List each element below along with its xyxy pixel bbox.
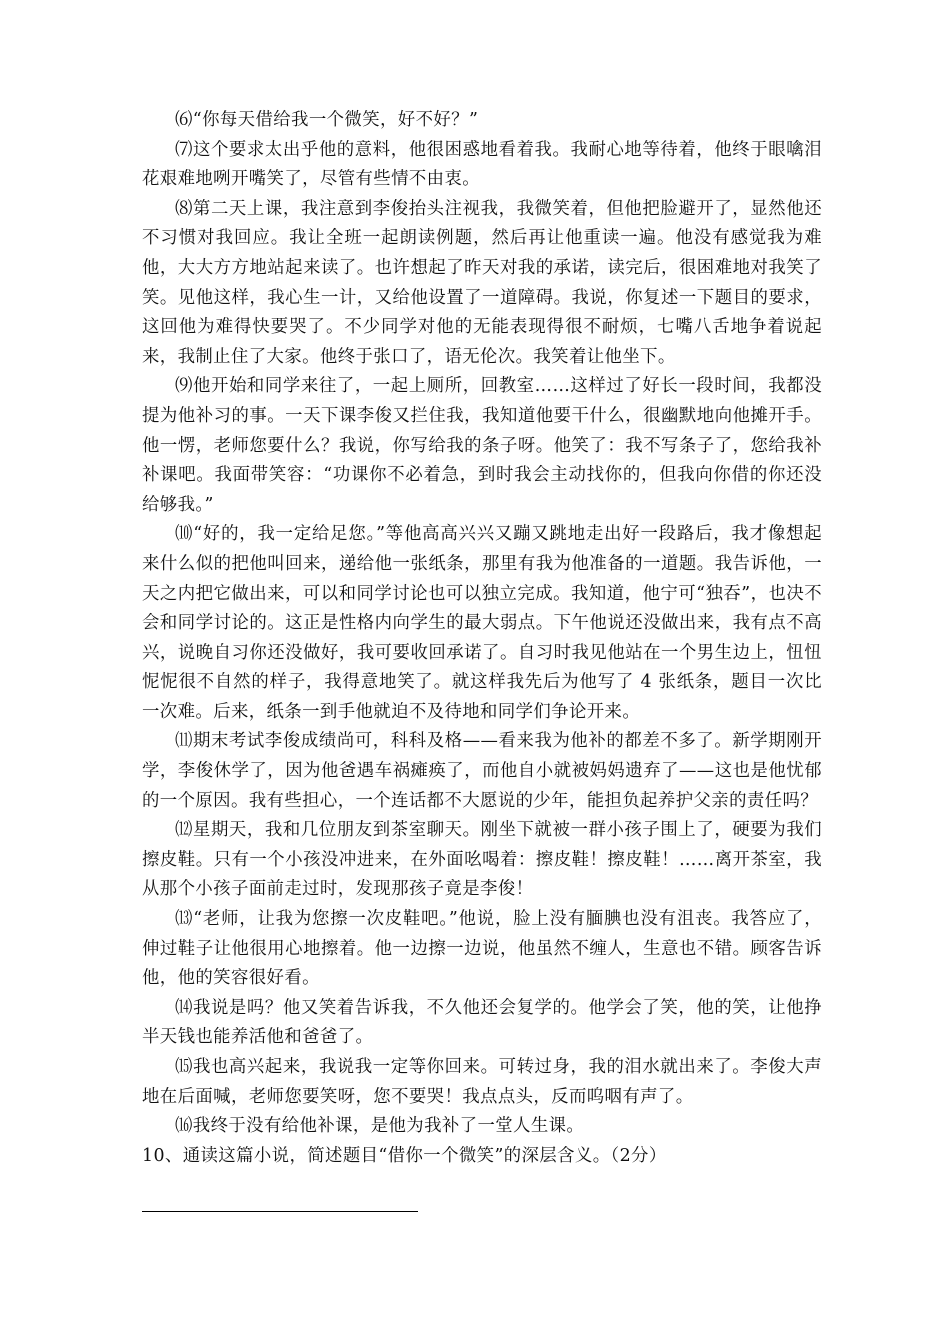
- paragraph-7: ⑺这个要求太出乎他的意料，他很困惑地看着我。我耐心地等待着，他终于眼噙泪花艰难地咧开嘴笑了，尽管有些情不由衷。: [142, 139, 822, 190]
- answer-blank-line[interactable]: [142, 1211, 418, 1212]
- paragraph-11: ⑾期末考试李俊成绩尚可，科科及格——看来我为他补的都差不多了。新学期刚开学，李俊休学了，因为他爸遇车祸瘫痪了，而他自小就被妈妈遗弃了——这也是他忧郁的一个原因。我有些担心，一个连话都不大愿说的少年，能担负起养护父亲的责任吗？: [142, 731, 822, 811]
- paragraph-16: ⒃我终于没有给他补课，是他为我补了一堂人生课。: [175, 1116, 585, 1137]
- document-body: [142, 106, 822, 1171]
- paragraph-6: ⑹“你每天借给我一个微笑，好不好？”: [175, 110, 479, 130]
- paragraph-13: ⒀“老师，让我为您擦一次皮鞋吧。”他说，脸上没有腼腆也没有沮丧。我答应了，伸过鞋子让他很用心地擦着。他一边擦一边说，他虽然不缠人，生意也不错。顾客告诉他，他的笑容很好看。: [142, 909, 822, 989]
- paragraph-14: ⒁我说是吗？他又笑着告诉我，不久他还会复学的。他学会了笑，他的笑，让他挣半天钱也能养活他和爸爸了。: [142, 997, 822, 1048]
- paragraph-15: ⒂我也高兴起来，我说我一定等你回来。可转过身，我的泪水就出来了。李俊大声地在后面喊，老师您要笑呀，您不要哭！我点点头，反而呜咽有声了。: [142, 1057, 822, 1107]
- paragraph-8: ⑻第二天上课，我注意到李俊抬头注视我，我微笑着，但他把脸避开了，显然他还不习惯对我回应。我让全班一起朗读例题，然后再让他重读一遍。他没有感觉我为难他，大大方方地站起来读了。也许想起了昨天对我的承诺，读完后，很困难地对我笑了笑。见他这样，我心生一计，又给他设置了一道障碍。我说，你复述一下题目的要求，这回他为难得快要哭了。不少同学对他的无能表现得很不耐烦，七嘴八舌地争着说起来，我制止住了大家。他终于张口了，语无伦次。我笑着让他坐下。: [142, 198, 822, 367]
- paragraph-12: ⑿星期天，我和几位朋友到茶室聊天。刚坐下就被一群小孩子围上了，硬要为我们擦皮鞋。只有一个小孩没冲进来，在外面吆喝着：擦皮鞋！擦皮鞋！……离开茶室，我从那个小孩子面前走过时，发现那孩子竟是李俊！: [142, 820, 822, 900]
- paragraph-10: ⑽“好的，我一定给足您。”等他高高兴兴又蹦又跳地走出好一段路后，我才像想起来什么似的把他叫回来，递给他一张纸条，那里有我为他准备的一道题。我告诉他，一天之内把它做出来，可以和同学讨论也可以独立完成。我知道，他宁可“独吞”，也决不会和同学讨论的。这正是性格内向学生的最大弱点。下午他说还没做出来，我有点不高兴，说晚自习你还没做好，我可要收回承诺了。自习时我见他站在一个男生边上，忸忸怩怩很不自然的样子，我得意地笑了。就这样我先后为他写了 4 张纸条，题目一次比一次难。后来，纸条一到手他就迫不及待地和同学们争论开来。: [142, 524, 822, 722]
- question-10: 10、通读这篇小说，简述题目“借你一个微笑”的深层含义。（2分）: [142, 1145, 667, 1166]
- paragraph-9: ⑼他开始和同学来往了，一起上厕所，回教室……这样过了好长一段时间，我都没提为他补习的事。一天下课李俊又拦住我，我知道他要干什么，很幽默地向他摊开手。他一愣，老师您要什么？我说，你写给我的条子呀。他笑了：我不写条子了，您给我补补课吧。我面带笑容：“功课你不必着急，到时我会主动找你的，但我向你借的你还没给够我。”: [142, 376, 822, 515]
